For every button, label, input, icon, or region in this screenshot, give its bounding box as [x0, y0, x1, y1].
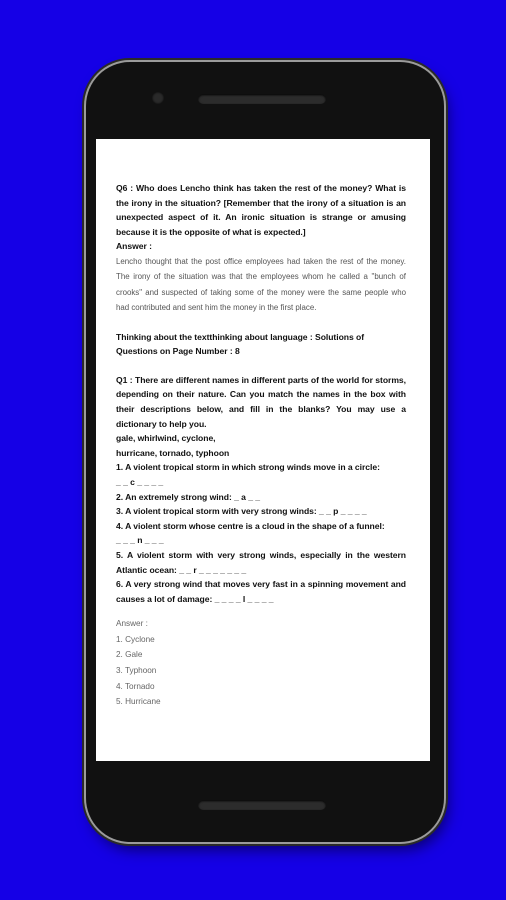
q1-item-1: 1. A violent tropical storm in which strong winds move in a circle:: [116, 462, 380, 473]
q6-question: Q6 : Who does Lencho think has taken the rest of the money? What is the irony in the situation? [Remember that the irony of a situation is an unexpected aspect of it. An ironic situation is strange or amusing because it is the opposite of what is expected.]: [116, 183, 406, 237]
camera-icon: [152, 92, 164, 104]
q1-item-2: 2. An extremely strong wind: _ a _ _: [116, 491, 261, 502]
q1-item-4-blank: _ _ _ n _ _ _: [116, 535, 164, 546]
q1-answer-4: 4. Tornado: [116, 681, 155, 691]
earpiece-speaker: [198, 94, 326, 104]
q1-item-3: 3. A violent tropical storm with very strong winds: _ _ p _ _ _ _: [116, 506, 367, 517]
q1-item-1-blank: _ _ c _ _ _ _: [116, 476, 164, 487]
q1-item-4: 4. A violent storm whose centre is a cloud in the shape of a funnel:: [116, 520, 385, 531]
q1-answer-1: 1. Cyclone: [116, 634, 155, 644]
q1-answer-3: 3. Typhoon: [116, 666, 157, 676]
q1-intro: Q1 : There are different names in different parts of the world for storms, depending on their nature. Can you match the names in the box with their descriptions below, and fill in the blanks? You may use a dictionary to help you.: [116, 374, 406, 429]
section-heading: Thinking about the textthinking about language : Solutions of Questions on Page Number : 8: [116, 331, 365, 357]
q1-answer-label: Answer :: [116, 619, 148, 629]
phone-frame: [86, 62, 444, 842]
q1-answer-2: 2. Gale: [116, 650, 143, 660]
q1-names-line1: gale, whirlwind, cyclone,: [116, 433, 216, 444]
q1-item-5: 5. A violent storm with very strong winds, especially in the western Atlantic ocean: _ _ r _ _ _ _ _ _ _: [116, 549, 406, 575]
q1-answer-5: 5. Hurricane: [116, 697, 161, 707]
q6-answer-label: Answer :: [116, 241, 152, 252]
document-content: [116, 181, 406, 710]
q1-names-line2: hurricane, tornado, typhoon: [116, 447, 230, 458]
bottom-speaker: [198, 800, 326, 810]
q1-item-6: 6. A very strong wind that moves very fast in a spinning movement and causes a lot of damage: _ _ _ _ l _ _ _ _: [116, 579, 406, 604]
phone-screen: [96, 139, 430, 761]
q6-answer: Lencho thought that the post office employees had taken the rest of the money. The irony of the situation was that the employees whom he called a "bunch of crooks" and suspected of taking some of the money were the same people who had contributed and sent him the money in the first place.: [116, 256, 406, 313]
